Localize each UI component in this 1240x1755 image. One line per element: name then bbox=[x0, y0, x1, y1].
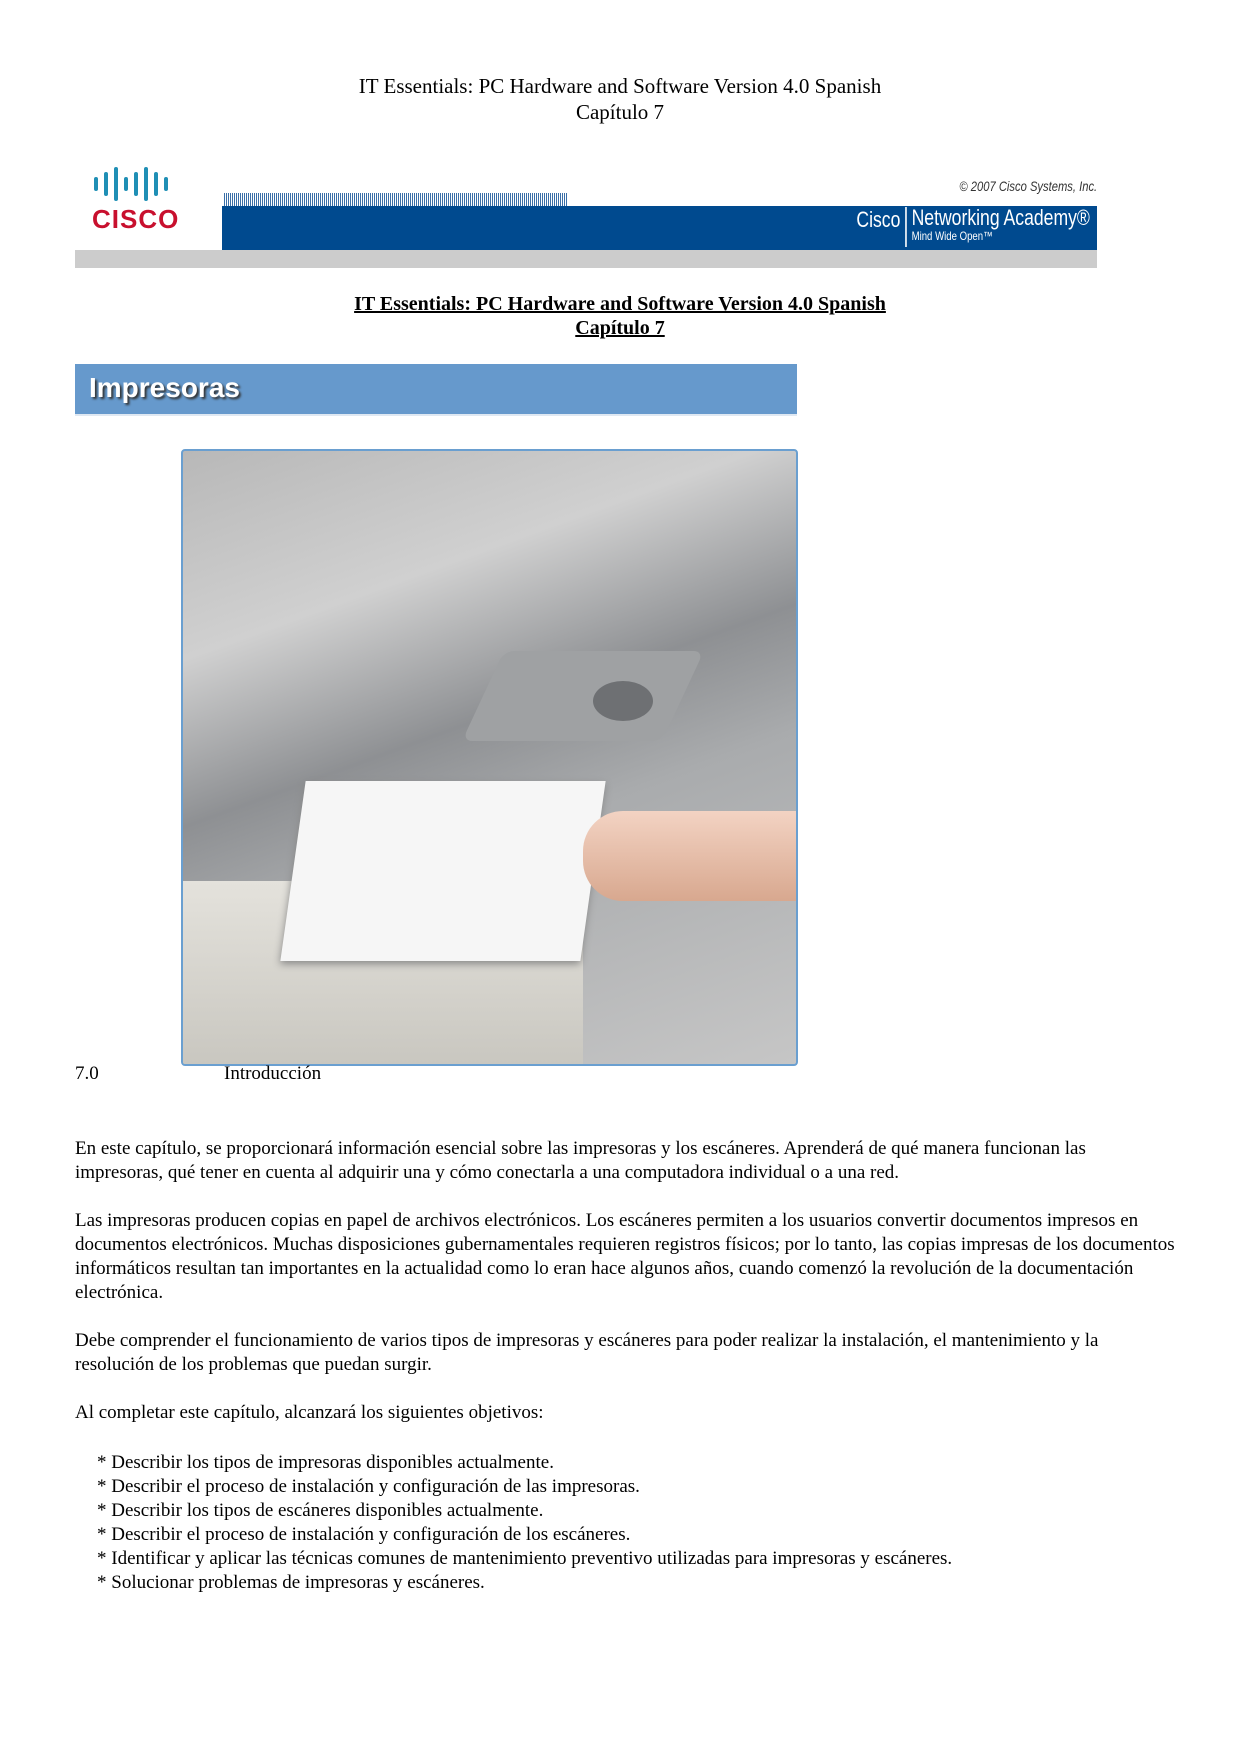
objective-item: * Describir el proceso de instalación y configuración de las impresoras. bbox=[97, 1476, 640, 1497]
copyright: © 2007 Cisco Systems, Inc. bbox=[959, 178, 1097, 194]
objective-item: * Identificar y aplicar las técnicas comunes de mantenimiento preventivo utilizadas para impresoras y escáneres. bbox=[97, 1548, 953, 1569]
page-header-title: IT Essentials: PC Hardware and Software Version 4.0 Spanish bbox=[358, 74, 882, 98]
paragraph: Al completar este capítulo, alcanzará los siguientes objetivos: bbox=[75, 1402, 544, 1423]
printer-dial bbox=[593, 681, 653, 721]
hand bbox=[583, 811, 796, 901]
body-text bbox=[75, 1137, 1175, 1449]
document-chapter: Capítulo 7 bbox=[575, 317, 665, 339]
section-banner-title: Impresoras bbox=[89, 372, 240, 403]
cisco-logo bbox=[92, 166, 188, 238]
section-banner bbox=[75, 364, 797, 416]
section-number: 7.0 bbox=[75, 1063, 99, 1084]
printer-photo bbox=[181, 449, 798, 1066]
document-title: IT Essentials: PC Hardware and Software Version 4.0 Spanish bbox=[354, 293, 886, 315]
objective-item: * Describir los tipos de escáneres disponibles actualmente. bbox=[97, 1500, 544, 1521]
brand-cisco: Cisco bbox=[857, 207, 907, 247]
objective-item: * Describir el proceso de instalación y configuración de los escáneres. bbox=[97, 1524, 631, 1545]
networking-academy-brand bbox=[857, 207, 1091, 247]
paper-sheet bbox=[280, 781, 605, 961]
brand-tagline: Mind Wide Open™ bbox=[911, 229, 993, 243]
paragraph: Debe comprender el funcionamiento de varios tipos de impresoras y escáneres para poder realizar la instalación, el mantenimiento y la resolución de los problemas que puedan surgir. bbox=[75, 1330, 1099, 1375]
objectives-list bbox=[97, 1451, 952, 1595]
section-title: Introducción bbox=[224, 1063, 322, 1084]
paragraph: Las impresoras producen copias en papel de archivos electrónicos. Los escáneres permiten a los usuarios convertir documentos impresos en documentos electrónicos. Muchas disposiciones gubernamentales requieren registros físicos; por lo tanto, las copias impresas de los documentos informáticos resultan tan importantes en la actualidad como lo eran hace algunos años, cuando comenzó la revolución de la documentación electrónica. bbox=[75, 1210, 1175, 1303]
cisco-bars-icon bbox=[92, 166, 188, 202]
banner-gray-strip bbox=[75, 250, 1097, 268]
banner-stripes bbox=[224, 193, 568, 206]
paragraph: En este capítulo, se proporcionará información esencial sobre las impresoras y los escáneres. Aprenderá de qué manera funcionan las impresoras, qué tener en cuenta al adquirir una y cómo conectarla a una computadora individual o a una red. bbox=[75, 1138, 1086, 1183]
page-header-chapter: Capítulo 7 bbox=[575, 100, 665, 124]
cisco-wordmark: CISCO bbox=[92, 204, 180, 234]
brand-academy: Networking Academy® bbox=[911, 205, 1090, 230]
objective-item: * Describir los tipos de impresoras disponibles actualmente. bbox=[97, 1452, 554, 1473]
objective-item: * Solucionar problemas de impresoras y escáneres. bbox=[97, 1572, 485, 1593]
printer-control-panel bbox=[462, 651, 704, 741]
